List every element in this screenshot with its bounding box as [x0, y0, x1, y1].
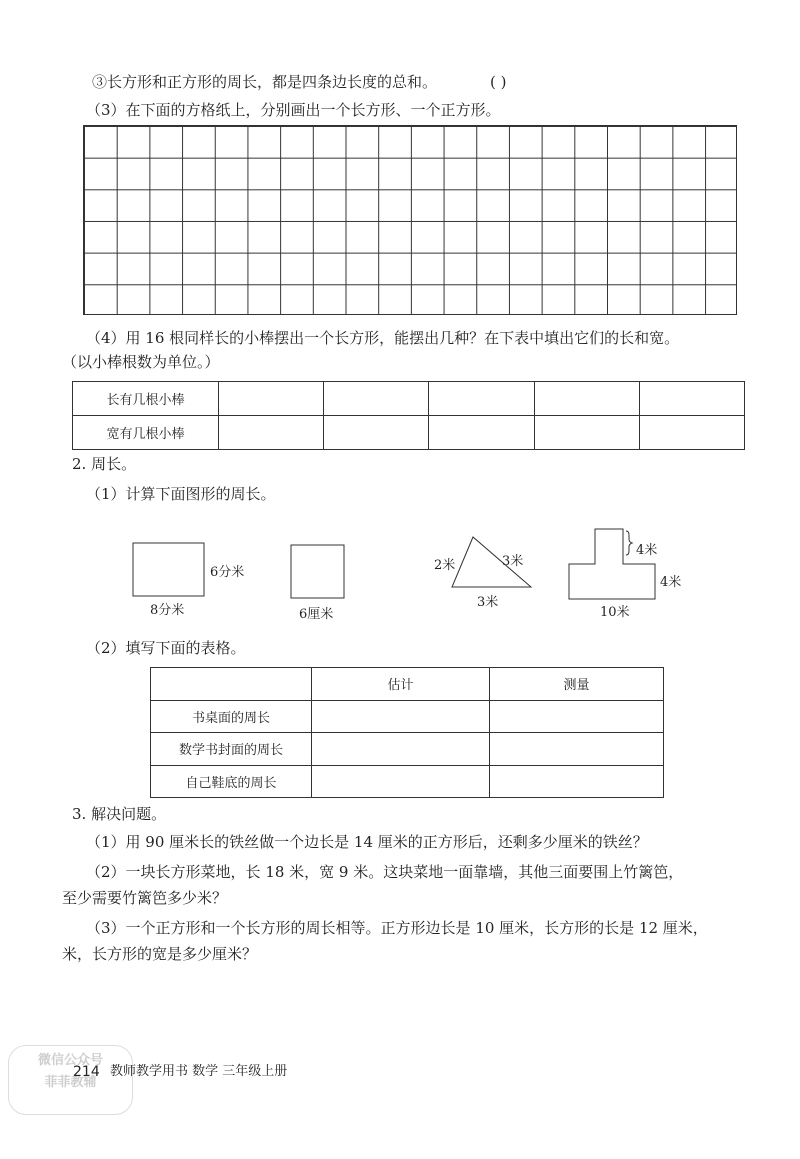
question-text: ③长方形和正方形的周长，都是四条边长度的总和。	[92, 73, 438, 91]
row-label: 数学书封面的周长	[151, 733, 312, 766]
page-number: 214	[73, 1064, 100, 1080]
figure-label: 3米	[477, 595, 499, 610]
question-text: 至少需要竹篱笆多少米？	[62, 889, 228, 907]
question-text: （1）用 90 厘米长的铁丝做一个边长是 14 厘米的正方形后，还剩多少厘米的铁丝？	[86, 833, 648, 851]
figure-label: 8分米	[150, 603, 185, 618]
book-title: 教师教学用书 数学 三年级上册	[110, 1064, 288, 1079]
section-heading: 2. 周长。	[72, 455, 137, 473]
question-text: （以小棒根数为单位。）	[62, 353, 220, 371]
figure-label: 6厘米	[299, 607, 334, 622]
section-heading: 3. 解决问题。	[72, 805, 167, 823]
figure-label: 4米	[636, 543, 658, 558]
figure-label: 2米	[434, 558, 456, 573]
question-text: （2）填写下面的表格。	[86, 639, 246, 657]
question-text: （3）在下面的方格纸上，分别画出一个长方形、一个正方形。	[86, 101, 501, 119]
perimeter-table	[150, 667, 664, 798]
column-header: 估计	[312, 668, 490, 701]
watermark: 微信公众号 菲菲教辅	[8, 1045, 133, 1115]
question-text: （4）用 16 根同样长的小棒摆出一个长方形，能摆出几种？在下表中填出它们的长和宽。	[86, 329, 680, 347]
question-text: 米，长方形的宽是多少厘米？	[62, 945, 258, 963]
row-label: 长有几根小棒	[73, 382, 219, 416]
answer-parentheses: ( )	[490, 73, 507, 91]
figure-label: 4米	[660, 575, 682, 590]
question-text: （3）一个正方形和一个长方形的周长相等。正方形边长是 10 厘米，长方形的长是 12 厘米，	[86, 919, 708, 937]
question-text: （2）一块长方形菜地，长 18 米，宽 9 米。这块菜地一面靠墙，其他三面要围上竹篱笆，	[86, 863, 684, 881]
rectangle-figure	[133, 543, 204, 596]
square-figure	[291, 545, 344, 598]
row-label: 自己鞋底的周长	[151, 765, 312, 798]
question-text: （1）计算下面图形的周长。	[86, 485, 276, 503]
row-label: 宽有几根小棒	[73, 416, 219, 450]
row-label: 书桌面的周长	[151, 700, 312, 733]
figure-label: 3米	[502, 554, 524, 569]
figure-label: 10米	[600, 605, 630, 620]
column-header: 测量	[490, 668, 664, 701]
figure-label: 6分米	[210, 565, 245, 580]
